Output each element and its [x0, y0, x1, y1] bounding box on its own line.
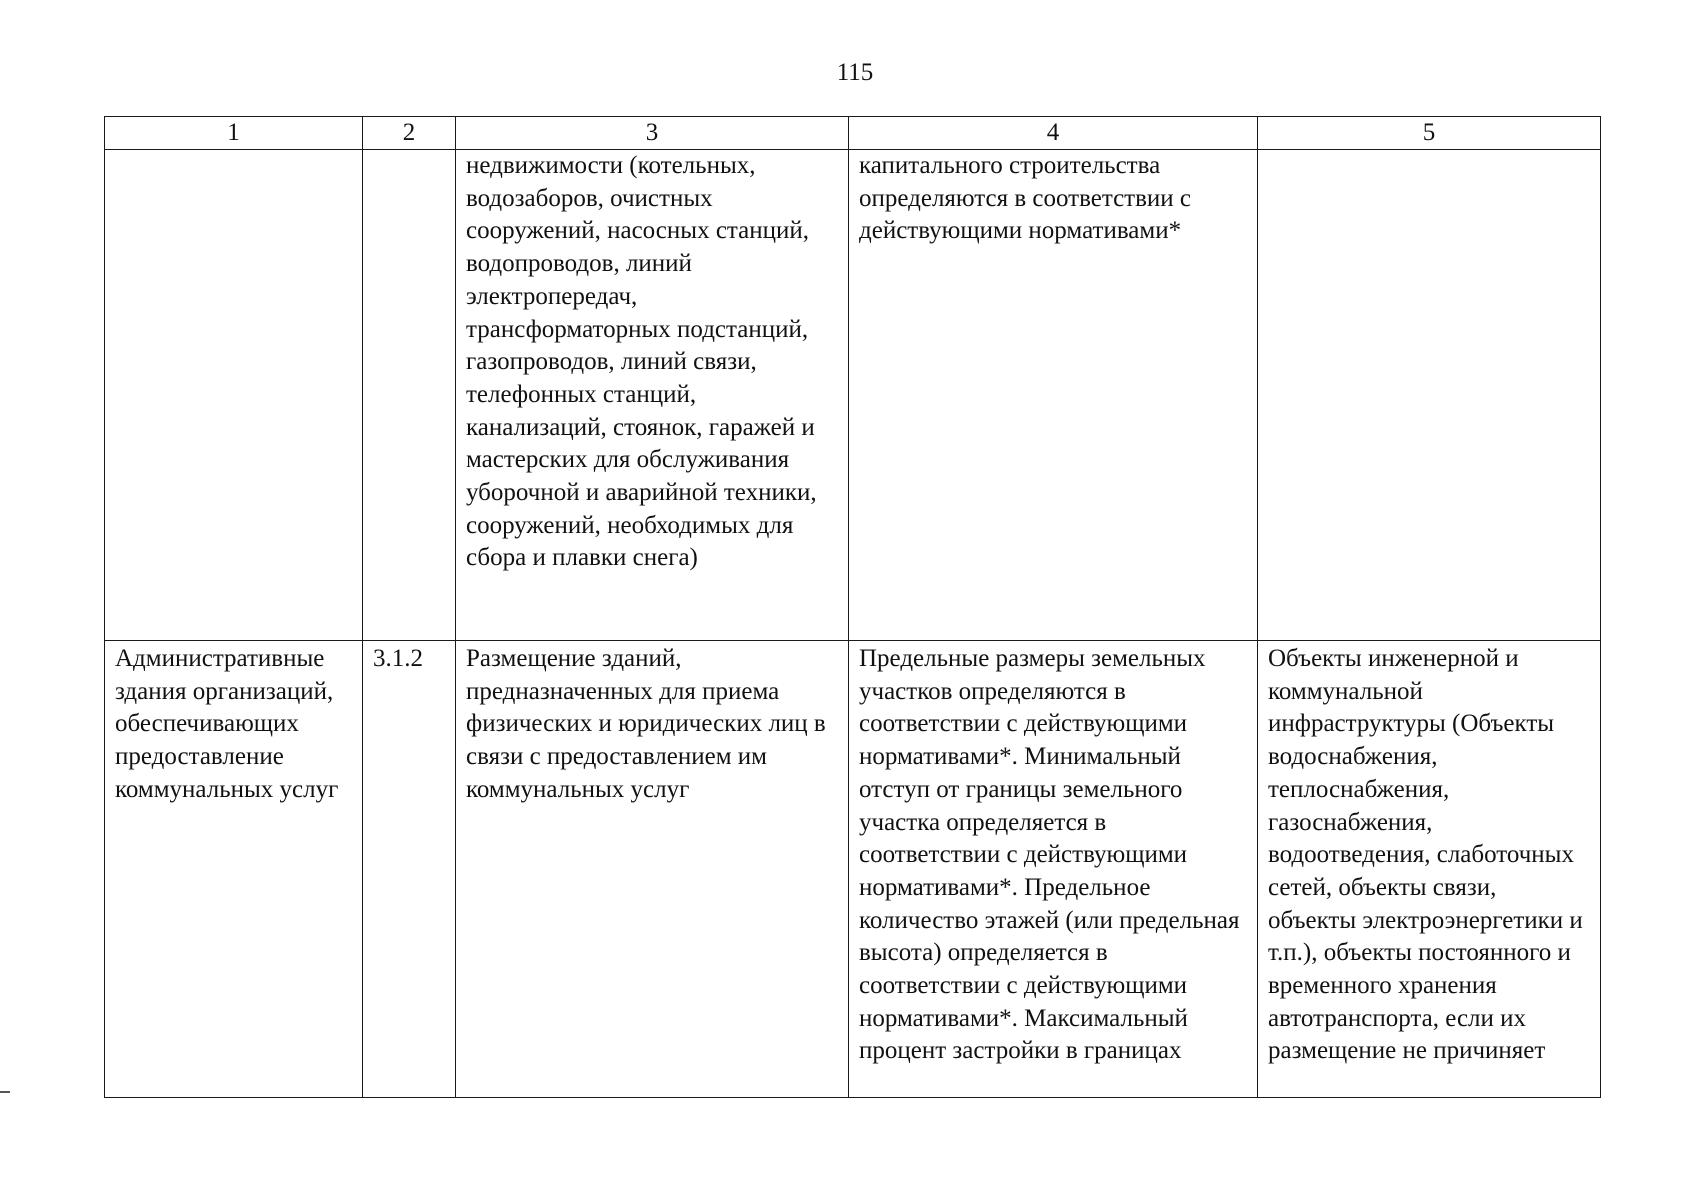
- page-number: 115: [836, 59, 874, 86]
- column-header-3: 3: [456, 117, 849, 150]
- column-header-4: 4: [849, 117, 1258, 150]
- row2-use-type-cell: Административные здания организаций, обеспечивающих предоставление коммунальных услуг: [105, 641, 363, 1098]
- row2-parameters-cell: Предельные размеры земельных участков определяются в соответствии с действующими нормативами*. Минимальный отступ от границы земельного участка определяется в соответствии с действующими нормативами*. Предельное количество этажей (или предельная высота) определяется в соответствии с действующими нормативами*. Максимальный процент застройки в границах: [849, 641, 1258, 1098]
- row1-description-cell: недвижимости (котельных, водозаборов, очистных сооружений, насосных станций, водопроводов, линий электропередач, трансформаторных подстанций, газопроводов, линий связи, телефонных станций, канализаций, стоянок, гаражей и мастерских для обслуживания уборочной и аварийной техники, сооружений, необходимых для сбора и плавки снега): [456, 150, 849, 641]
- row2-description-cell: Размещение зданий, предназначенных для приема физических и юридических лиц в связи с предоставлением им коммунальных услуг: [456, 641, 849, 1098]
- column-header-1: 1: [105, 117, 363, 150]
- row2-code-cell: 3.1.2: [363, 641, 456, 1098]
- row2-auxiliary-uses-cell: Объекты инженерной и коммунальной инфраструктуры (Объекты водоснабжения, теплоснабжения, газоснабжения, водоотведения, слаботочных сетей, объекты связи, объекты электроэнергетики и т.п.), объекты постоянного и временного хранения автотранспорта, если их размещение не причиняет: [1258, 641, 1601, 1098]
- table-row: [105, 150, 1601, 641]
- row1-auxiliary-uses-cell: [1258, 150, 1601, 641]
- row1-parameters-cell: капитального строительства определяются в соответствии с действующими нормативами*: [849, 150, 1258, 641]
- row1-use-type-cell: [105, 150, 363, 641]
- row1-code-cell: [363, 150, 456, 641]
- scan-margin-mark: [0, 1091, 10, 1093]
- land-use-table: [104, 116, 1601, 1098]
- table-row: [105, 641, 1601, 1098]
- table-header-row: [105, 117, 1601, 150]
- column-header-2: 2: [363, 117, 456, 150]
- column-header-5: 5: [1258, 117, 1601, 150]
